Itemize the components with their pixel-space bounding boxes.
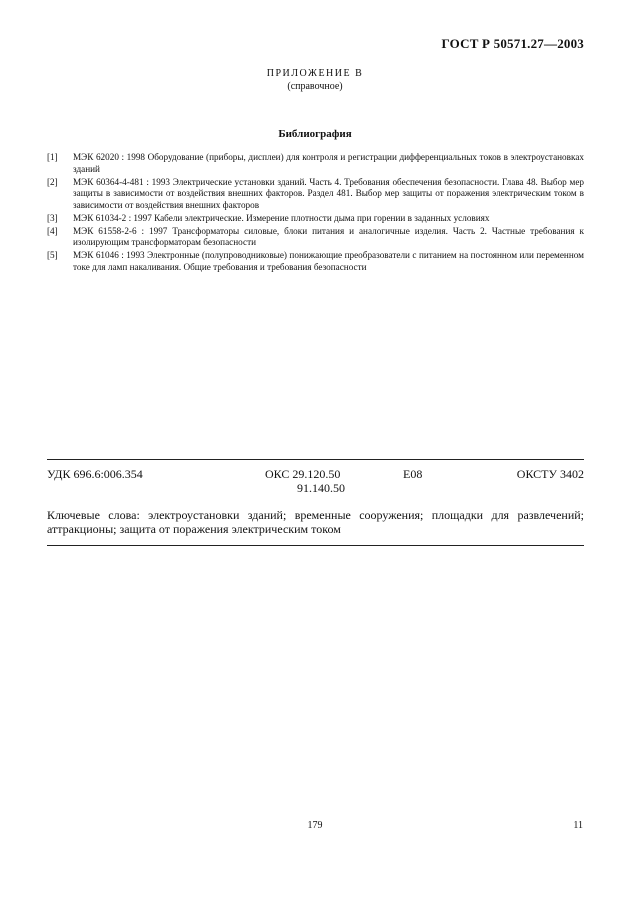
bibliography-item — [47, 177, 584, 212]
bibliography-item — [47, 250, 584, 273]
bibliography-item-number: [1] — [47, 152, 58, 162]
bibliography-heading: Библиография — [278, 128, 352, 140]
oks-code-secondary: 91.140.50 — [297, 481, 345, 495]
bibliography-item-text: МЭК 61558-2-6 : 1997 Трансформаторы силовые, блоки питания и аналогичные изделия. Часть 2. Частные требования к изолирующим трансформаторам безопасности — [73, 225, 584, 247]
divider-bottom — [47, 545, 584, 546]
classification-row — [47, 467, 584, 501]
keywords: Ключевые слова: электроустановки зданий; временные сооружения; площадки для развлечений; аттракционы; защита от поражения электрическим током — [47, 508, 584, 536]
standard-code: ГОСТ Р 50571.27—2003 — [441, 36, 584, 51]
okstu-code: ОКСТУ 3402 — [516, 467, 584, 481]
page-number-right: 11 — [573, 820, 583, 831]
appendix-title: ПРИЛОЖЕНИЕ В — [266, 68, 364, 79]
appendix-subtitle: (справочное) — [287, 81, 343, 92]
bibliography-item-number: [2] — [47, 176, 58, 187]
oks-codes — [265, 467, 345, 495]
bibliography-item — [47, 226, 584, 249]
bibliography-list — [47, 152, 584, 275]
bibliography-item — [47, 152, 584, 175]
bibliography-item-number: [5] — [47, 250, 58, 260]
bibliography-item-number: [3] — [47, 212, 58, 223]
oks-code-primary: ОКС 29.120.50 — [265, 467, 341, 481]
bibliography-item-text: МЭК 60364-4-481 : 1993 Электрические установки зданий. Часть 4. Требования обеспечения безопасности. Глава 48. Выбор мер защиты в зависимости от воздействия внешних факторов. Раздел 481. Выбор мер защиты от поражения электрическим током в зависимости от воздействия внешних факторов — [73, 176, 584, 210]
udk-code: УДК 696.6:006.354 — [47, 467, 143, 481]
divider-top — [47, 459, 584, 460]
bibliography-item-text: МЭК 61034-2 : 1997 Кабели электрические. Измерение плотности дыма при горении в заданных условиях — [73, 212, 490, 223]
bibliography-item-text: МЭК 62020 : 1998 Оборудование (приборы, дисплеи) для контроля и регистрации дифференциальных токов в электроустановках зданий — [73, 152, 584, 174]
e-code: Е08 — [403, 467, 423, 481]
page-number-center: 179 — [307, 820, 323, 831]
bibliography-item-number: [4] — [47, 225, 58, 236]
bibliography-item — [47, 213, 584, 225]
bibliography-item-text: МЭК 61046 : 1993 Электронные (полупроводниковые) понижающие преобразователи с питанием на постоянном или переменном токе для ламп накаливания. Общие требования и требования безопасности — [73, 250, 584, 272]
